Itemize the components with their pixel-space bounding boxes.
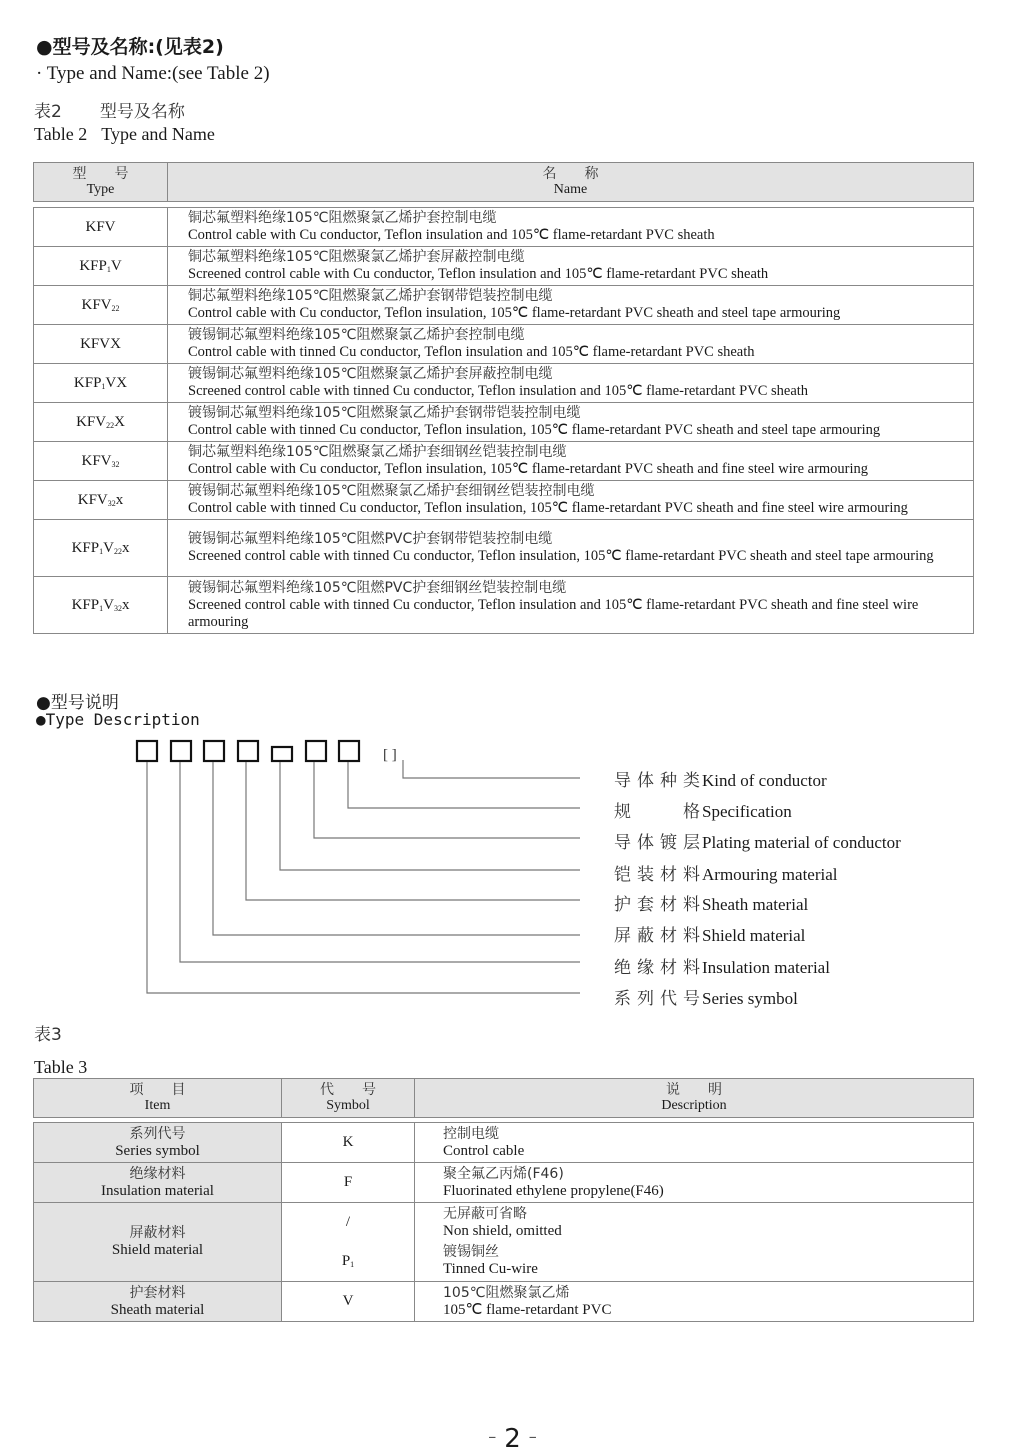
type-subscript: 32 [111, 459, 120, 469]
type-code: KFV [81, 452, 112, 469]
header-symbol-en: Symbol [326, 1098, 370, 1113]
name-en: Control cable with Cu conductor, Teflon insulation and 105℃ flame-retardant PVC sheath [188, 227, 715, 243]
type-cell [34, 442, 168, 481]
symbol-code: K [342, 1134, 354, 1150]
code-box-specification [339, 741, 359, 761]
type-code: KFVX [80, 335, 121, 352]
item-cn: 系列代号 [129, 1125, 186, 1142]
symbol-value [282, 1123, 414, 1162]
name-cell [168, 520, 974, 577]
type-cell [34, 247, 168, 286]
code-box-series [137, 741, 157, 761]
description-entry [443, 1242, 973, 1280]
table-row [34, 577, 974, 634]
type-subscript: 22 [106, 420, 115, 430]
name-en: Screened control cable with Cu conductor, Teflon insulation and 105℃ flame-retardant PVC sheath [188, 266, 769, 282]
legend-item [614, 984, 798, 1009]
table-row [34, 286, 974, 325]
header-type [34, 163, 168, 202]
header-item [34, 1079, 282, 1118]
type-subscript: 1 [99, 546, 104, 556]
header-name-cn: 名 称 [542, 166, 599, 182]
name-cn: 镀锡铜芯氟塑料绝缘105℃阻燃聚氯乙烯护套控制电缆 [188, 327, 525, 343]
name-cell [168, 442, 974, 481]
item-en: Series symbol [115, 1142, 200, 1159]
header-description-cn: 说 明 [666, 1082, 722, 1098]
page-number-value: 2 [504, 1424, 521, 1454]
type-description-title-cn: ●型号说明 [36, 693, 119, 713]
type-description-title-en: ●Type Description [36, 710, 200, 729]
table-row [34, 208, 974, 247]
name-cell [168, 325, 974, 364]
symbol-code: F [343, 1174, 353, 1190]
leader-kind-of-conductor [403, 760, 580, 778]
table-row [34, 520, 974, 577]
item-cell [34, 1203, 282, 1282]
header-name [168, 163, 974, 202]
code-box-plating [306, 741, 326, 761]
type-code: KFV [85, 218, 116, 235]
page-dash-right: – [528, 1427, 537, 1446]
item-cell [34, 1282, 282, 1322]
table3-caption-cn: 表3 [34, 1025, 62, 1045]
symbol-cell [282, 1203, 415, 1282]
name-en: Screened control cable with tinned Cu conductor, Teflon insulation and 105℃ flame-retardant PVC sheath and fine steel wire armouring [188, 596, 919, 630]
name-cn: 铜芯氟塑料绝缘105℃阻燃聚氯乙烯护套细钢丝铠装控制电缆 [188, 444, 567, 460]
type-code: x [121, 596, 130, 613]
header-symbol-cn: 代 号 [320, 1082, 376, 1098]
type-subscript: 22 [113, 546, 122, 556]
description-cell [415, 1163, 974, 1203]
table-row [34, 403, 974, 442]
table2-caption-en [34, 124, 215, 145]
table3-header [33, 1078, 974, 1118]
legend-label-en: Shield material [702, 926, 806, 945]
item-cn: 绝缘材料 [129, 1165, 186, 1182]
name-cell [168, 577, 974, 634]
name-en: Control cable with tinned Cu conductor, Teflon insulation, 105℃ flame-retardant PVC sheath and fine steel wire armouring [188, 500, 908, 516]
leader-plating [314, 762, 580, 838]
description-cn: 无屏蔽可省略 [443, 1206, 527, 1222]
table2-title-cn: 型号及名称 [99, 102, 185, 122]
legend-label-cn: 导体镀层 [614, 833, 700, 853]
table3-caption-en: Table 3 [34, 1057, 88, 1077]
table2-header [33, 162, 974, 202]
name-cell [168, 247, 974, 286]
item-cell [34, 1123, 282, 1163]
type-cell [34, 403, 168, 442]
type-code: KFP [73, 374, 102, 391]
symbol-value [282, 1163, 414, 1202]
legend-item [614, 797, 792, 822]
legend-label-en: Kind of conductor [702, 771, 827, 790]
type-code: V [110, 257, 122, 274]
header-type-cn: 型 号 [72, 166, 129, 182]
page-number [0, 1424, 1025, 1454]
type-cell [34, 286, 168, 325]
legend-label-cn: 系列代号 [614, 989, 700, 1009]
legend-label-cn: 绝缘材料 [614, 958, 700, 978]
section-heading-cn: ●型号及名称:(见表2) [36, 36, 224, 58]
table-row [34, 325, 974, 364]
table-row [34, 364, 974, 403]
header-name-en: Name [553, 182, 588, 197]
symbol-cell [282, 1163, 415, 1203]
code-bracket: [ ] [383, 747, 397, 763]
table-row [34, 1282, 974, 1322]
description-cn: 镀锡铜丝 [443, 1244, 499, 1260]
type-cell [34, 481, 168, 520]
table-row [34, 481, 974, 520]
type-cell [34, 325, 168, 364]
name-cn: 镀锡铜芯氟塑料绝缘105℃阻燃聚氯乙烯护套细钢丝铠装控制电缆 [188, 483, 595, 499]
legend-label-cn: 规 格 [614, 802, 700, 822]
description-cn: 105℃阻燃聚氯乙烯 [443, 1284, 570, 1301]
legend-label-en: Specification [702, 802, 792, 821]
name-cn: 铜芯氟塑料绝缘105℃阻燃聚氯乙烯护套屏蔽控制电缆 [188, 249, 525, 265]
name-cn: 镀锡铜芯氟塑料绝缘105℃阻燃PVC护套细钢丝铠装控制电缆 [188, 579, 567, 596]
symbol-code: P [341, 1253, 351, 1269]
name-cell [168, 403, 974, 442]
header-item-en: Item [144, 1098, 171, 1113]
name-cell [168, 364, 974, 403]
name-cell [168, 286, 974, 325]
type-subscript: 22 [111, 303, 120, 313]
type-code: V [103, 596, 114, 613]
legend-item [614, 890, 808, 915]
description-cell [415, 1203, 974, 1282]
code-box-insulation [171, 741, 191, 761]
legend-item [614, 766, 827, 791]
table-row [34, 247, 974, 286]
description-en: Fluorinated ethylene propylene(F46) [443, 1182, 664, 1199]
type-code: KFP [71, 596, 100, 613]
symbol-cell [282, 1123, 415, 1163]
name-cn: 镀锡铜芯氟塑料绝缘105℃阻燃聚氯乙烯护套屏蔽控制电缆 [188, 366, 553, 382]
page-dash-left: – [488, 1427, 497, 1446]
code-box-armouring [272, 747, 292, 761]
type-cell [34, 577, 168, 634]
legend-label-cn: 铠装材料 [614, 865, 700, 885]
code-box-sheath [238, 741, 258, 761]
description-cell [415, 1123, 974, 1163]
symbol-cell [282, 1282, 415, 1322]
name-en: Control cable with tinned Cu conductor, Teflon insulation and 105℃ flame-retardant PVC sheath [188, 344, 755, 360]
name-cell [168, 208, 974, 247]
item-cn: 屏蔽材料 [129, 1225, 186, 1241]
table2-label-cn: 表2 [34, 102, 62, 122]
type-code: x [115, 491, 124, 508]
header-description-en: Description [661, 1098, 727, 1113]
header-type-en: Type [86, 182, 115, 197]
item-cn: 护套材料 [129, 1284, 186, 1301]
type-cell [34, 520, 168, 577]
item-en: Sheath material [110, 1301, 205, 1318]
type-cell [34, 364, 168, 403]
item-en: Shield material [111, 1242, 204, 1258]
name-cn: 镀锡铜芯氟塑料绝缘105℃阻燃PVC护套钢带铠装控制电缆 [188, 531, 553, 547]
legend-label-en: Sheath material [702, 895, 809, 914]
header-item-cn: 项 目 [129, 1082, 186, 1098]
description-cn: 控制电缆 [443, 1125, 499, 1142]
leader-sheath [246, 762, 580, 900]
type-code: KFP [71, 539, 100, 556]
legend-item [614, 828, 901, 853]
type-code: KFV [77, 491, 108, 508]
description-entry [443, 1124, 973, 1162]
description-en: Control cable [443, 1142, 525, 1159]
type-subscript: 32 [113, 603, 122, 613]
legend-label-en: Series symbol [702, 989, 798, 1008]
name-cn: 铜芯氟塑料绝缘105℃阻燃聚氯乙烯护套钢带铠装控制电缆 [188, 288, 553, 304]
table2-title-en: Type and Name [101, 124, 215, 144]
table-row [34, 1123, 974, 1163]
table-row [34, 1203, 974, 1282]
type-subscript: 1 [106, 264, 111, 274]
header-description [415, 1079, 974, 1118]
legend-label-en: Insulation material [702, 958, 830, 977]
type-cell [34, 208, 168, 247]
name-cell [168, 481, 974, 520]
legend-label-cn: 屏蔽材料 [614, 926, 700, 946]
type-code: V [103, 539, 114, 556]
description-cell [415, 1282, 974, 1322]
legend-label-cn: 导体种类 [614, 771, 700, 791]
symbol-subscript: 1 [350, 1260, 355, 1269]
symbol-value [282, 1282, 414, 1321]
table2-caption-cn [34, 97, 185, 122]
item-cell [34, 1163, 282, 1203]
description-cn: 聚全氟乙丙烯(F46) [443, 1165, 564, 1182]
name-en: Control cable with Cu conductor, Teflon insulation, 105℃ flame-retardant PVC sheath and steel tape armouring [188, 305, 841, 321]
type-subscript: 1 [101, 381, 106, 391]
name-cn: 铜芯氟塑料绝缘105℃阻燃聚氯乙烯护套控制电缆 [188, 210, 497, 226]
legend-item [614, 953, 830, 978]
symbol-value [282, 1242, 414, 1281]
table3-body [33, 1122, 974, 1322]
description-entry [443, 1204, 973, 1242]
type-subscript: 1 [99, 603, 104, 613]
description-en: Non shield, omitted [443, 1223, 562, 1239]
name-en: Screened control cable with tinned Cu conductor, Teflon insulation, 105℃ flame-retardant PVC sheath and steel tape armouring [188, 548, 934, 564]
symbol-value [282, 1203, 414, 1242]
type-code: VX [105, 374, 128, 391]
code-box-shield [204, 741, 224, 761]
table-row [34, 442, 974, 481]
name-en: Control cable with tinned Cu conductor, Teflon insulation, 105℃ flame-retardant PVC sheath and steel tape armouring [188, 422, 881, 438]
legend-label-cn: 护套材料 [614, 895, 700, 915]
name-cn: 镀锡铜芯氟塑料绝缘105℃阻燃聚氯乙烯护套钢带铠装控制电缆 [188, 405, 581, 421]
description-entry [443, 1283, 973, 1321]
table2-label-en: Table 2 [34, 124, 88, 144]
name-en: Control cable with Cu conductor, Teflon insulation, 105℃ flame-retardant PVC sheath and fine steel wire armouring [188, 461, 869, 477]
leader-insulation [180, 762, 580, 962]
section-heading-en: · Type and Name:(see Table 2) [36, 63, 270, 84]
type-code: x [121, 539, 130, 556]
symbol-code: / [345, 1214, 351, 1230]
type-code-diagram [0, 730, 620, 1000]
symbol-code: V [342, 1293, 354, 1309]
legend-item [614, 921, 805, 946]
leader-series [147, 762, 580, 993]
header-symbol [282, 1079, 415, 1118]
leader-shield [213, 762, 580, 935]
type-subscript: 32 [107, 498, 116, 508]
type-code: X [114, 413, 125, 430]
name-en: Screened control cable with tinned Cu conductor, Teflon insulation and 105℃ flame-retardant PVC sheath [188, 383, 809, 399]
description-en: 105℃ flame-retardant PVC [443, 1301, 612, 1318]
type-code: KFP [79, 257, 107, 274]
item-en: Insulation material [101, 1182, 214, 1199]
leader-specification [348, 762, 580, 808]
type-code: KFV [76, 413, 107, 430]
legend-label-en: Armouring material [702, 865, 838, 884]
legend-item [614, 860, 838, 885]
table-row [34, 1163, 974, 1203]
type-code: KFV [81, 296, 112, 313]
description-entry [443, 1164, 973, 1202]
table2-body [33, 207, 974, 634]
description-en: Tinned Cu-wire [443, 1261, 538, 1277]
legend-label-en: Plating material of conductor [702, 833, 901, 852]
